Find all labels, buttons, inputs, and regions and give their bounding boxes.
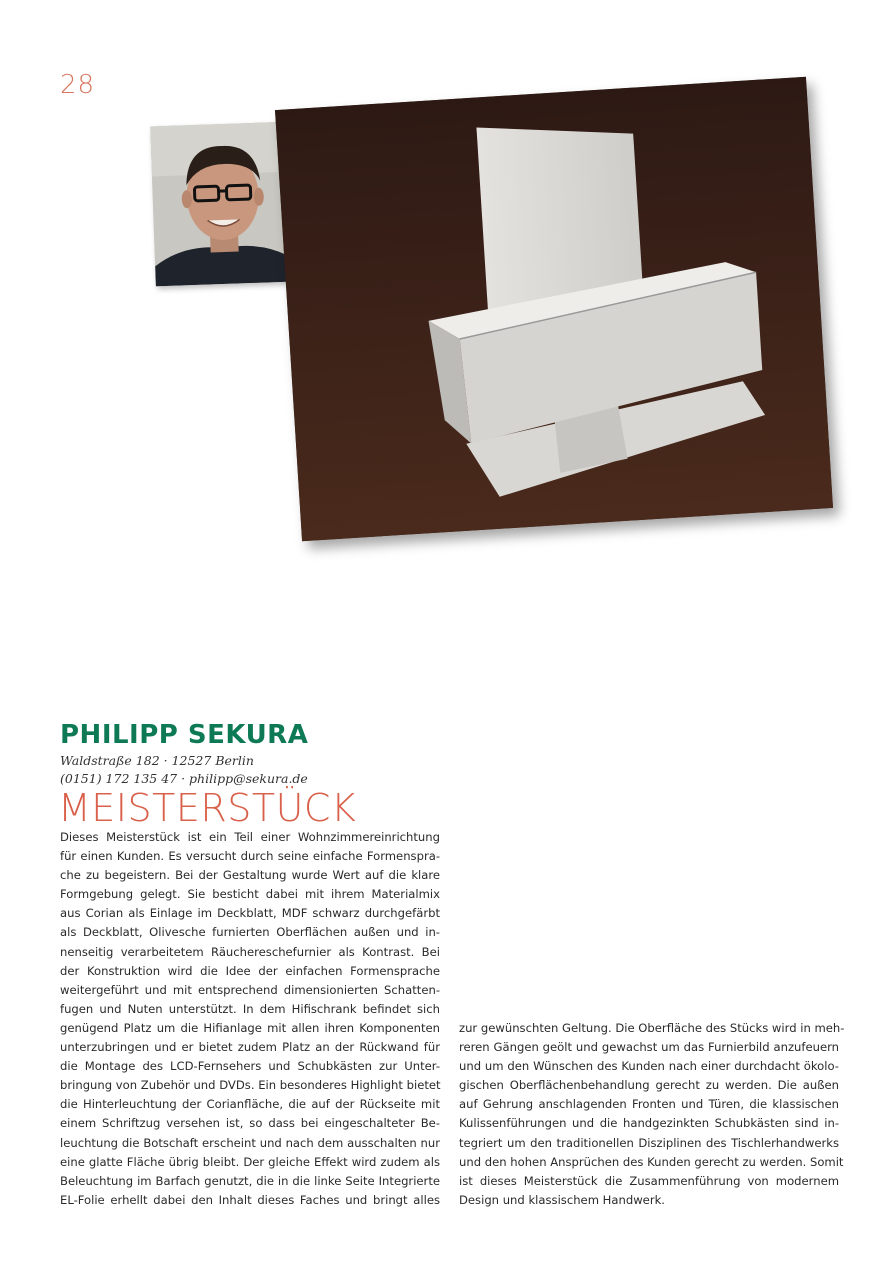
body-text-line: weitergeführt und mit entsprechend dimensionierten Schatten- bbox=[60, 982, 440, 997]
body-text-line: Formgebung gelegt. Sie besticht dabei mit ihrem Materialmix bbox=[60, 887, 440, 902]
body-text-line: und um den Wünschen des Kunden nach einer durchdacht ökolo- bbox=[459, 1059, 839, 1074]
body-text-line: che zu begeistern. Bei der Gestaltung wurde Wert auf die klare bbox=[60, 868, 440, 883]
person-name: PHILIPP SEKURA bbox=[60, 720, 309, 750]
body-text-line: als Deckblatt, Olivesche furnierten Oberflächen außen und in- bbox=[60, 925, 440, 940]
body-text-line: und den hohen Ansprüchen des Kunden gerecht zu werden. Somit bbox=[459, 1154, 844, 1169]
body-text-line: eine glatte Fläche übrig bleibt. Der gleiche Effekt wird zudem als bbox=[60, 1154, 440, 1169]
section-title: MEISTERSTÜCK bbox=[58, 786, 357, 830]
portrait-photo bbox=[150, 122, 295, 287]
body-text-line: unterzubringen und er bietet zudem Platz an der Rückwand für bbox=[60, 1040, 440, 1055]
body-text-line: für einen Kunden. Es versucht durch seine einfache Formenspra- bbox=[60, 849, 440, 864]
body-text-line: Beleuchtung im Barfach genutzt, die in die linke Seite Integrierte bbox=[60, 1173, 440, 1188]
body-text-line: genügend Platz um die Hifianlage mit allen ihren Komponenten bbox=[60, 1020, 440, 1035]
body-text-line: der Konstruktion wird die Idee der einfachen Formensprache bbox=[60, 963, 440, 978]
contact-info: (0151) 172 135 47 · philipp@sekura.de bbox=[60, 771, 308, 786]
body-text-line: Dieses Meisterstück ist ein Teil einer Wohnzimmereinrichtung bbox=[60, 830, 440, 844]
body-text-line: tegriert um den traditionellen Disziplinen des Tischlerhandwerks bbox=[459, 1135, 839, 1150]
body-text-line: die Hinterleuchtung der Corianfläche, die auf der Rückseite mit bbox=[60, 1097, 440, 1112]
body-text-line: einem Schriftzug versehen ist, so dass bei eingeschalteter Be- bbox=[60, 1116, 440, 1131]
body-text-line: Design und klassischem Handwerk. bbox=[459, 1192, 665, 1207]
body-text-line: bringung von Zubehör und DVDs. Ein besonderes Highlight bietet bbox=[60, 1078, 441, 1093]
body-text-line: zur gewünschten Geltung. Die Oberfläche des Stücks wird in meh- bbox=[459, 1021, 845, 1035]
body-text-line: ist dieses Meisterstück die Zusammenführung von modernem bbox=[459, 1173, 839, 1188]
body-text-line: gischen Oberflächenbehandlung gerecht zu werden. Die außen bbox=[459, 1078, 839, 1093]
body-text-line: Kulissenführungen und die handgezinkten Schubkästen sind in- bbox=[459, 1116, 839, 1131]
body-text-right-column bbox=[459, 1019, 845, 1210]
body-text-line: aus Corian als Einlage im Deckblatt, MDF schwarz durchgefärbt bbox=[60, 906, 440, 921]
body-text-line: EL-Folie erhellt dabei den Inhalt dieses Faches und bringt alles bbox=[60, 1192, 440, 1207]
body-text-line: die Montage des LCD-Fernsehers und Schubkästen zur Unter- bbox=[60, 1059, 440, 1074]
body-text-line: reren Gängen geölt und gewachst um das Furnierbild anzufeuern bbox=[459, 1040, 839, 1055]
body-text-left-column bbox=[60, 828, 440, 1210]
furniture-photo bbox=[275, 77, 833, 542]
page-number: 28 bbox=[60, 70, 96, 100]
body-text-line: leuchtung die Botschaft erscheint und nach dem ausschalten nur bbox=[60, 1135, 440, 1150]
address: Waldstraße 182 · 12527 Berlin bbox=[60, 753, 254, 768]
body-text-line: fugen und Nuten unterstützt. In dem Hifischrank befindet sich bbox=[60, 1001, 440, 1016]
body-text-line: nenseitig verarbeitetem Räuchereschefurnier als Kontrast. Bei bbox=[60, 944, 440, 959]
body-text-line: auf Gehrung anschlagenden Fronten und Türen, die klassischen bbox=[459, 1097, 839, 1112]
